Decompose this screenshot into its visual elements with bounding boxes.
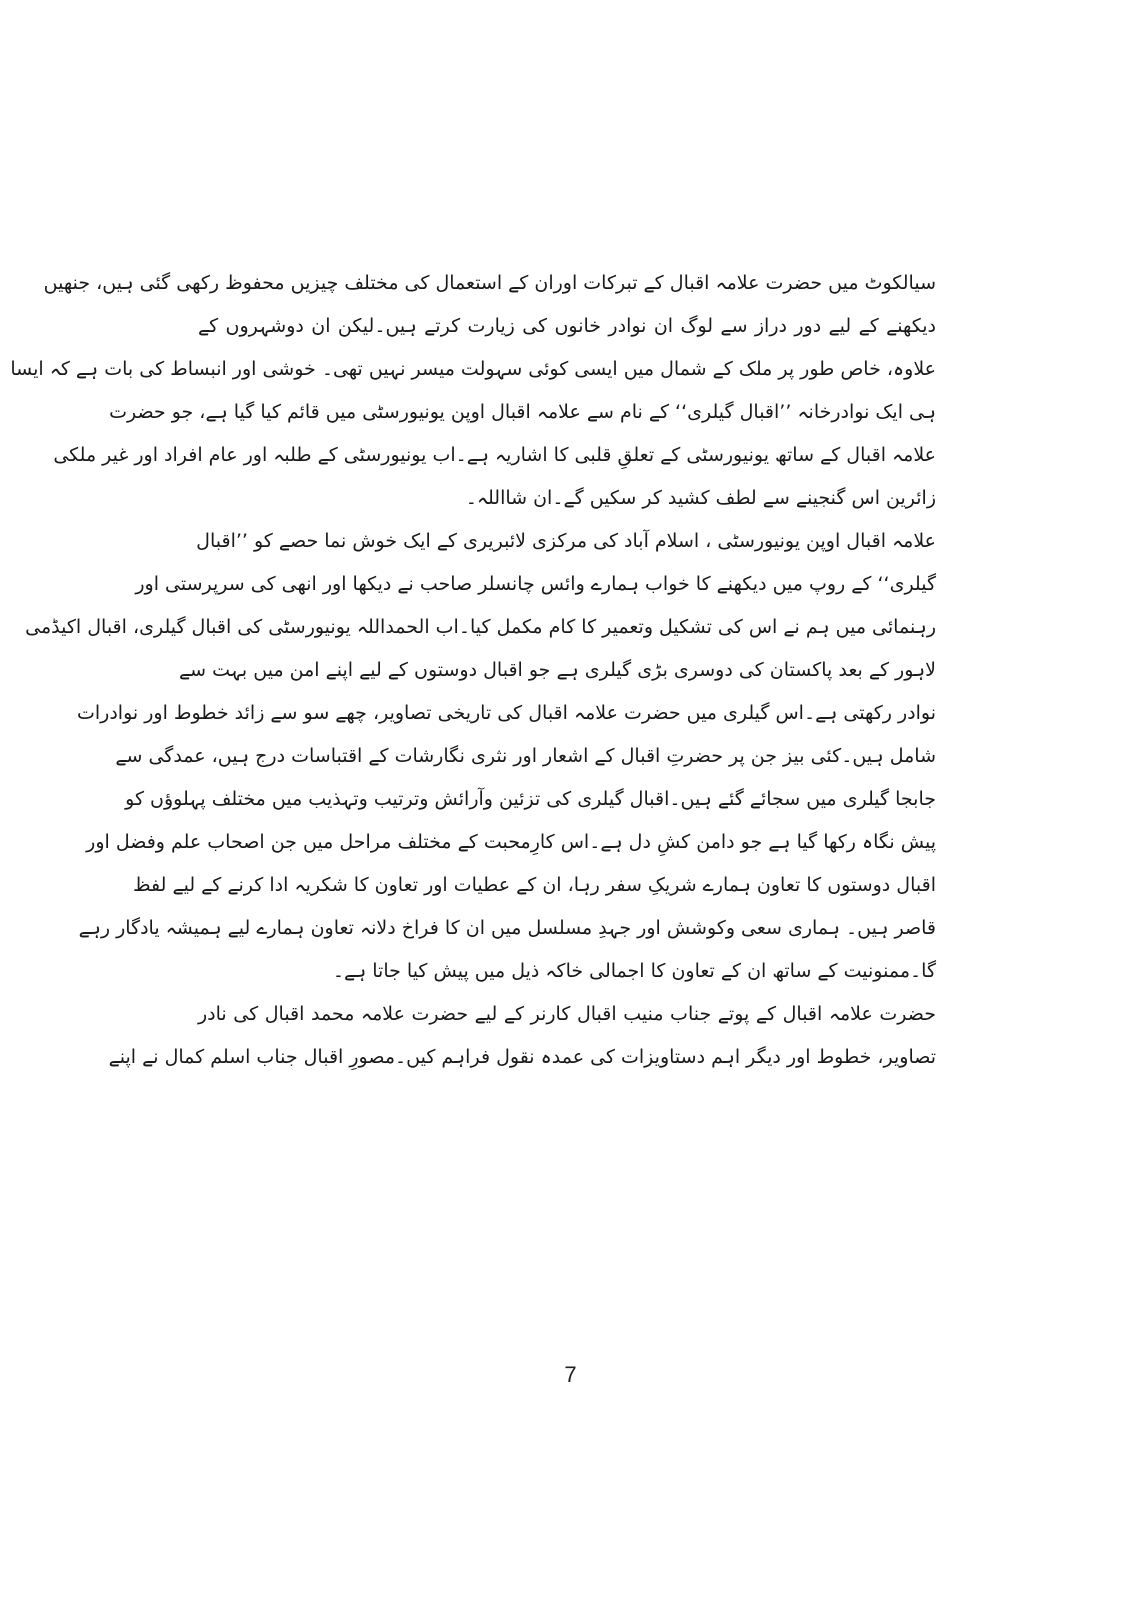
text-line: پیش نگاہ رکھا گیا ہے جو دامن کشِ دل ہے۔اس کارِمحبت کے مختلف مراحل میں جن اصحاب علم وفضل اور — [86, 831, 936, 853]
text-line: اقبال دوستوں کا تعاون ہمارے شریکِ سفر رہا، ان کے عطیات اور تعاون کا شکریہ ادا کرنے کے لیے لفظ — [133, 874, 936, 896]
page-number: 7 — [564, 1362, 577, 1387]
text-line: رہنمائی میں ہم نے اس کی تشکیل وتعمیر کا کام مکمل کیا۔اب الحمداللہ یونیورسٹی کی اقبال گیلری، اقبال اکیڈمی — [25, 616, 936, 638]
text-line: جابجا گیلری میں سجائے گئے ہیں۔اقبال گیلری کی تزئین وآرائش وترتیب وتہذیب میں مختلف پہلوؤں کو — [125, 788, 936, 810]
text-line: شامل ہیں۔کئی بیز جن پر حضرتِ اقبال کے اشعار اور نثری نگارشات کے اقتباسات درج ہیں، عمدگی سے — [115, 745, 936, 767]
text-line: نوادر رکھتی ہے۔اس گیلری میں حضرت علامہ اقبال کی تاریخی تصاویر، چھے سو سے زائد خطوط اور نوادرات — [77, 702, 936, 724]
text-line: قاصر ہیں۔ ہماری سعی وکوشش اور جہدِ مسلسل میں ان کا فراخ دلانہ تعاون ہمارے لیے ہمیشہ یادگار رہے — [78, 917, 936, 939]
text-line: علامہ اقبال اوپن یونیورسٹی ، اسلام آباد کی مرکزی لائبریری کے ایک خوش نما حصے کو ’’اقبال — [196, 530, 936, 552]
text-line: علامہ اقبال کے ساتھ یونیورسٹی کے تعلقِ قلبی کا اشاریہ ہے۔اب یونیورسٹی کے طلبہ اور عام افراد اور غیر ملکی — [53, 444, 936, 466]
body-text — [10, 262, 936, 1079]
text-line: حضرت علامہ اقبال کے پوتے جناب منیب اقبال کارنر کے لیے حضرت علامہ محمد اقبال کی نادر — [198, 1003, 936, 1025]
text-line: گا۔ممنونیت کے ساتھ ان کے تعاون کا اجمالی خاکہ ذیل میں پیش کیا جاتا ہے۔ — [332, 960, 936, 982]
text-line: زائرین اس گنجینے سے لطف کشید کر سکیں گے۔ان شااللہ۔ — [465, 487, 936, 509]
text-line: دیکھنے کے لیے دور دراز سے لوگ ان نوادر خانوں کی زیارت کرتے ہیں۔لیکن ان دوشہروں کے — [198, 315, 936, 337]
text-line: تصاویر، خطوط اور دیگر اہم دستاویزات کی عمدہ نقول فراہم کیں۔مصورِ اقبال جناب اسلم کمال نے اپنے — [108, 1046, 936, 1068]
text-line: ہی ایک نوادرخانہ ’’اقبال گیلری‘‘ کے نام سے علامہ اقبال اوپن یونیورسٹی میں قائم کیا گیا ہے، جو حضرت — [109, 401, 936, 423]
text-line: گیلری‘‘ کے روپ میں دیکھنے کا خواب ہمارے وائس چانسلر صاحب نے دیکھا اور انھی کی سرپرستی اور — [135, 573, 936, 595]
text-line: علاوہ، خاص طور پر ملک کے شمال میں ایسی کوئی سہولت میسر نہیں تھی۔ خوشی اور انبساط کی بات ہے کہ ایسا — [10, 358, 936, 380]
text-line: لاہور کے بعد پاکستان کی دوسری بڑی گیلری ہے جو اقبال دوستوں کے لیے اپنے امن میں بہت سے — [179, 659, 936, 681]
text-line: سیالکوٹ میں حضرت علامہ اقبال کے تبرکات اوران کے استعمال کی مختلف چیزیں محفوظ رکھی گئی ہیں، جنھیں — [43, 272, 936, 294]
